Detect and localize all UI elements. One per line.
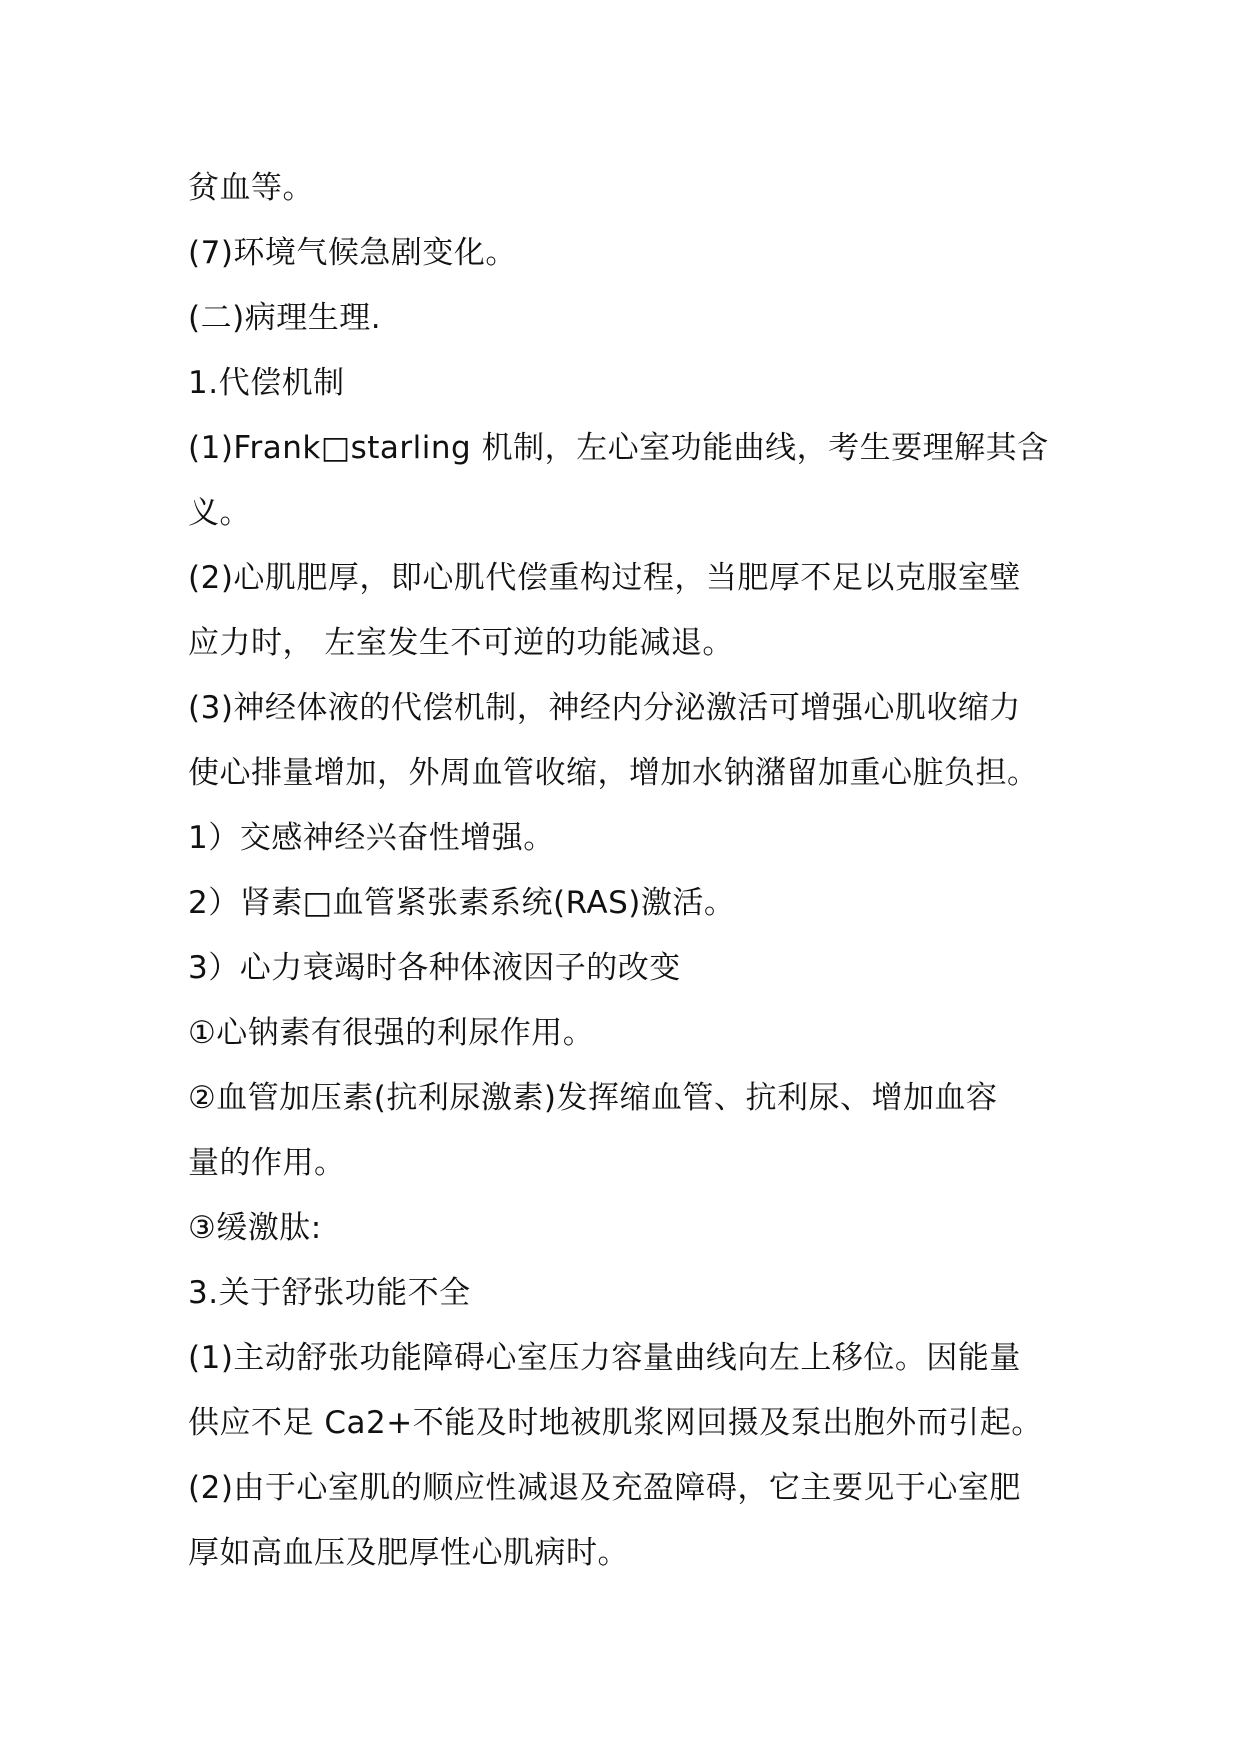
text-line: 贫血等。 — [188, 170, 314, 206]
text-line: 义。 — [188, 495, 251, 531]
list-item: ②血管加压素(抗利尿激素)发挥缩血管、抗利尿、增加血容 — [188, 1080, 998, 1116]
text-line: 使心排量增加，外周血管收缩，增加水钠潴留加重心脏负担。 — [188, 755, 1039, 791]
text-line: (1)Frank□starling 机制，左心室功能曲线，考生要理解其含 — [188, 430, 1049, 466]
list-item: ①心钠素有很强的利尿作用。 — [188, 1015, 595, 1051]
text-line: 应力时， 左室发生不可逆的功能减退。 — [188, 625, 734, 661]
text-line: (2)由于心室肌的顺应性减退及充盈障碍，它主要见于心室肥 — [188, 1470, 1021, 1506]
subsection-heading: 1.代偿机制 — [188, 365, 345, 401]
list-item: 2）肾素□血管紧张素系统(RAS)激活。 — [188, 885, 736, 921]
list-item: 1）交感神经兴奋性增强。 — [188, 820, 555, 856]
text-line: (3)神经体液的代偿机制，神经内分泌激活可增强心肌收缩力 — [188, 690, 1021, 726]
list-item: ③缓激肽: — [188, 1210, 322, 1246]
text-line: (2)心肌肥厚，即心肌代偿重构过程，当肥厚不足以克服室壁 — [188, 560, 1021, 596]
text-line: 量的作用。 — [188, 1145, 346, 1181]
text-line: 厚如高血压及肥厚性心肌病时。 — [188, 1535, 629, 1571]
section-heading: (二)病理生理. — [188, 300, 382, 336]
list-item: 3）心力衰竭时各种体液因子的改变 — [188, 950, 681, 986]
text-line: (7)环境气候急剧变化。 — [188, 235, 517, 271]
subsection-heading: 3.关于舒张功能不全 — [188, 1275, 471, 1311]
text-line: 供应不足 Ca2+不能及时地被肌浆网回摄及泵出胞外而引起。 — [188, 1405, 1043, 1441]
document-body — [188, 156, 1068, 1586]
text-line: (1)主动舒张功能障碍心室压力容量曲线向左上移位。因能量 — [188, 1340, 1021, 1376]
